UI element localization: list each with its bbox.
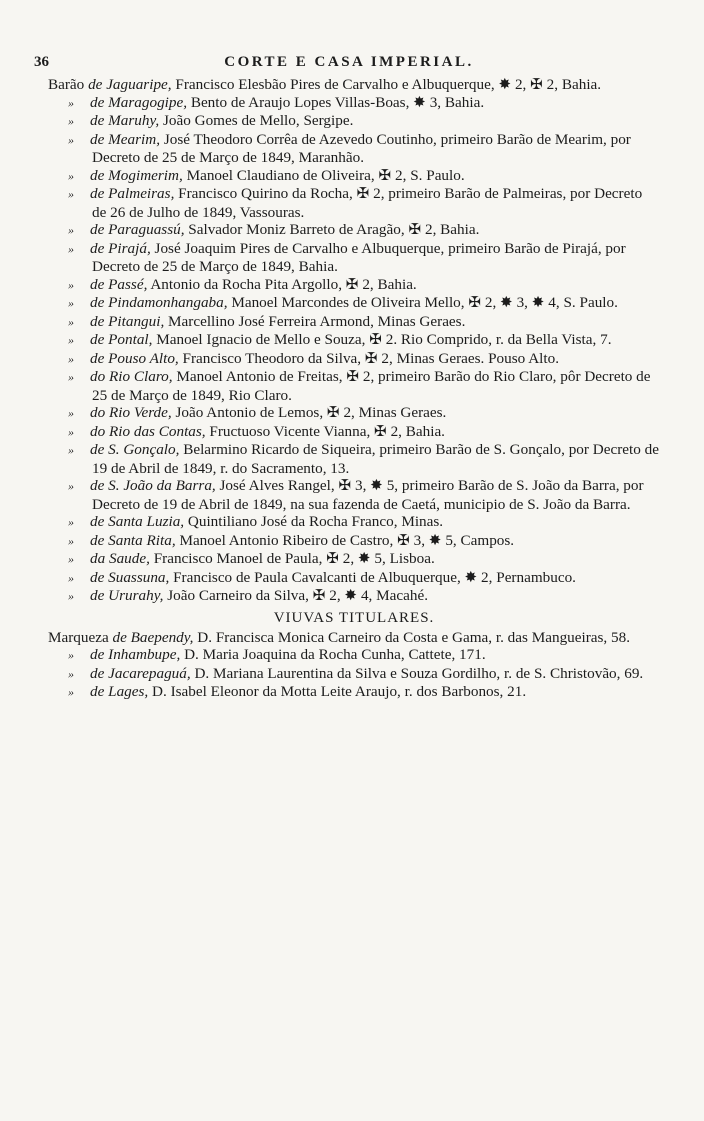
entry-text: Francisco Quirino da Rocha, ✠ 2, primeiro Barão de Palmeiras, por Decreto de 26 de Julho de 1849, Vassouras. [92,185,643,221]
ditto-mark: » [68,241,74,256]
list-item [68,513,660,532]
entry-title: de Mogimerim, [90,166,183,184]
ditto-mark: » [68,424,74,439]
entry-title: de Ururahy, [90,587,164,604]
entry-title: de Inhambupe, [90,646,181,663]
entry-text: José Alves Rangel, ✠ 3, ✸ 5, primeiro Barão de S. João da Barra, por Decreto de 19 de Abril de 1849, na sua fazenda de Caetá, municipio de S. João da Barra. [92,477,644,513]
entry-title: de Maragogipe, [90,93,188,111]
entry-text: Francisco Theodoro da Silva, ✠ 2, Minas Geraes. Pouso Alto. [182,349,560,367]
list-item [68,221,660,240]
entry-title: de Baependy, [112,628,194,646]
entry-title: de Palmeiras, [90,185,175,202]
ditto-mark: » [68,552,74,566]
list-item [68,665,660,684]
entry-text: Manoel Claudiano de Oliveira, ✠ 2, S. Paulo. [186,166,465,184]
entry-title: de Suassuna, [90,568,170,586]
entry-text: João Antonio de Lemos, ✠ 2, Minas Geraes. [175,404,447,421]
entry-title: de Pindamonhangaba, [90,294,228,311]
ditto-mark: » [68,570,74,585]
list-item [68,683,660,702]
entry-title: de Jacarepaguá, [90,664,191,682]
list-item [68,276,660,295]
entry-text: José Theodoro Corrêa de Azevedo Coutinho, primeiro Barão de Mearim, por Decreto de 25 de Março de 1849, Maranhão. [92,130,631,166]
entry-text: Francisco Manoel de Paula, ✠ 2, ✸ 5, Lisboa. [153,550,435,567]
entry-title: de Passé, [90,275,148,293]
entry-text: D. Mariana Laurentina da Silva e Souza Gordilho, r. de S. Christovão, 69. [194,664,644,682]
ditto-mark: » [68,95,74,110]
list-item [68,294,660,313]
entry-text: Belarmino Ricardo de Siqueira, primeiro Barão de S. Gonçalo, por Decreto de 19 de Abril de 1849, r. do Sacramento, 13. [92,441,659,477]
running-title: CORTE E CASA IMPERIAL. [224,54,474,70]
section-heading: VIUVAS TITULARES. [273,609,435,626]
barons-list [48,76,660,606]
entry-title: de Pontal, [90,331,153,348]
entry-title: de S. Gonçalo, [90,441,180,458]
list-item [48,76,660,94]
ditto-mark: » [68,132,74,147]
ditto-mark: » [68,479,74,493]
list-item [68,404,660,423]
list-item [68,240,660,276]
entry-title: do Rio das Contas, [90,422,206,440]
entry-text: Francisco Elesbão Pires de Carvalho e Albuquerque, ✸ 2, ✠ 2, Bahia. [175,76,602,93]
page-number: 36 [34,54,49,70]
entry-text: D. Isabel Eleonor da Motta Leite Araujo, r. dos Barbonos, 21. [152,683,527,700]
ditto-mark: » [68,666,74,681]
entry-text: Salvador Moniz Barreto de Aragão, ✠ 2, Bahia. [188,221,480,238]
page-header [34,54,664,76]
entry-title: de Mearim, [90,130,161,148]
list-item [68,550,660,569]
entry-title: de Lages, [90,683,149,700]
entry-title: de Maruhy, [90,112,160,129]
ditto-mark: » [68,515,74,529]
ditto-mark: » [68,351,74,366]
list-item [68,368,660,404]
entry-text: D. Maria Joaquina da Rocha Cunha, Cattete, 171. [184,646,486,663]
list-item [68,569,660,588]
entry-text: Manoel Marcondes de Oliveira Mello, ✠ 2, ✸ 3, ✸ 4, S. Paulo. [231,294,618,311]
entry-text: João Gomes de Mello, Sergipe. [162,112,354,129]
page-content [48,76,660,702]
ditto-mark: » [68,443,74,457]
ditto-mark: » [68,370,74,384]
entry-title: de Santa Luzia, [90,513,185,530]
entry-text: Manoel Ignacio de Mello e Souza, ✠ 2. Rio Comprido, r. da Bella Vista, 7. [156,331,612,348]
entry-title: de Santa Rita, [90,531,176,549]
entry-text: Bento de Araujo Lopes Villas-Boas, ✸ 3, Bahia. [190,93,485,111]
entry-text: José Joaquim Pires de Carvalho e Albuquerque, primeiro Barão de Pirajá, por Decreto de 25 de Março de 1849, Bahia. [92,239,626,275]
list-item [68,112,660,131]
list-item [68,94,660,113]
entry-title: de Pouso Alto, [90,349,179,367]
entry-title: de Pitangui, [90,312,165,330]
ditto-mark: » [68,187,74,201]
entry-text: Manoel Antonio de Freitas, ✠ 2, primeiro Barão do Rio Claro, pôr Decreto de 25 de Março de 1849, Rio Claro. [92,368,651,404]
list-item [68,477,660,513]
ditto-mark: » [68,114,74,128]
widows-list [48,629,660,702]
list-item [68,587,660,606]
ditto-mark: » [68,648,74,662]
entry-text: Marcellino José Ferreira Armond, Minas Geraes. [168,312,466,330]
entry-title: do Rio Verde, [90,404,172,421]
list-item [68,350,660,369]
list-item [68,423,660,442]
list-item [68,131,660,167]
ditto-mark: » [68,406,74,420]
entry-title: de Paraguassú, [90,221,185,238]
ditto-mark: » [68,333,74,347]
entry-text: Manoel Antonio Ribeiro de Castro, ✠ 3, ✸ 5, Campos. [179,531,515,549]
ditto-mark: » [68,223,74,237]
list-item [68,441,660,477]
ditto-mark: » [68,589,74,603]
entry-title: de S. João da Barra, [90,477,216,494]
entry-title: de Jaguaripe, [88,76,172,93]
entry-text: Fructuoso Vicente Vianna, ✠ 2, Bahia. [209,422,445,440]
entry-text: João Carneiro da Silva, ✠ 2, ✸ 4, Macahé. [167,587,428,604]
ditto-mark: » [68,314,74,329]
entry-text: D. Francisca Monica Carneiro da Costa e Gama, r. das Mangueiras, 58. [197,628,630,646]
entry-title: de Pirajá, [90,239,151,257]
entry-lead: Barão [48,76,85,93]
entry-lead: Marqueza [48,628,109,646]
list-item [68,532,660,551]
list-item [68,331,660,350]
list-item [48,629,660,647]
entry-text: Quintiliano José da Rocha Franco, Minas. [187,513,444,530]
entry-text: Antonio da Rocha Pita Argollo, ✠ 2, Bahia. [150,275,417,293]
list-item [68,646,660,665]
ditto-mark: » [68,685,74,699]
list-item [68,185,660,221]
entry-text: Francisco de Paula Cavalcanti de Albuquerque, ✸ 2, Pernambuco. [173,568,576,586]
entry-title: do Rio Claro, [90,368,173,385]
list-item [68,313,660,332]
entry-title: da Saude, [90,550,150,567]
ditto-mark: » [68,296,74,310]
ditto-mark: » [68,168,74,183]
ditto-mark: » [68,533,74,548]
ditto-mark: » [68,277,74,292]
list-item [68,167,660,186]
